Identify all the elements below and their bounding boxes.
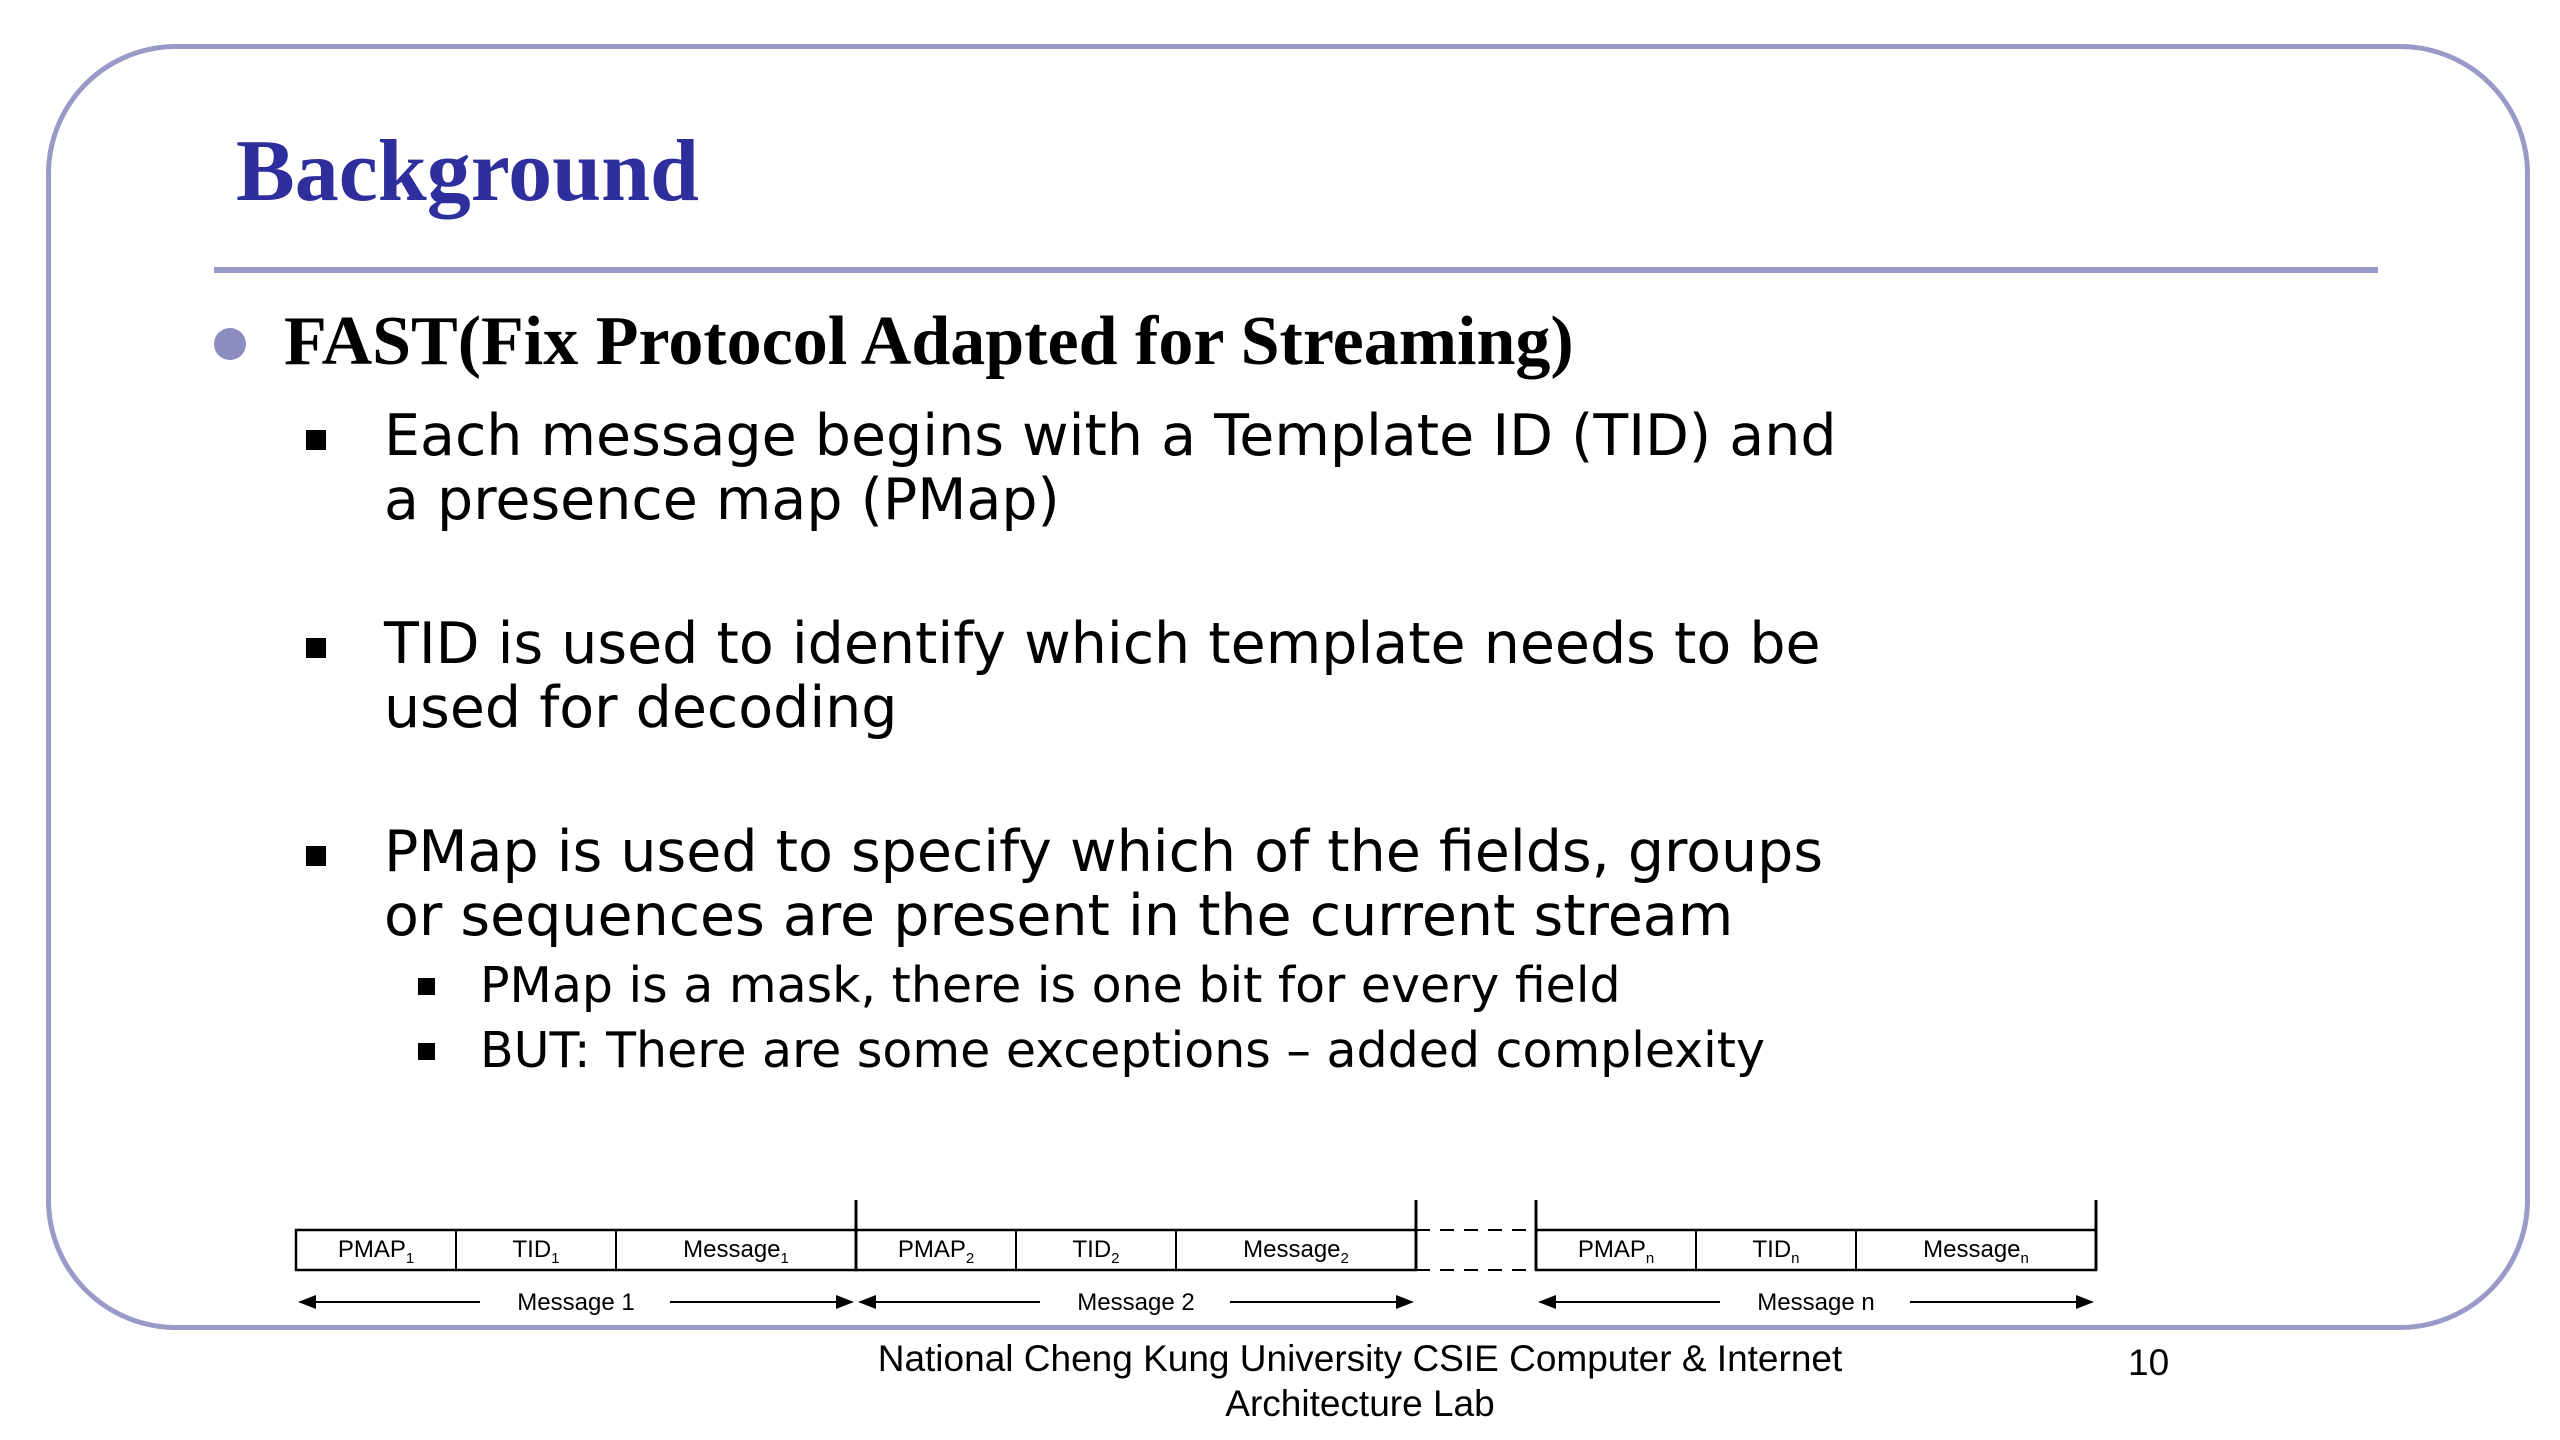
field-message-2: Message$_2$: [1243, 1236, 1349, 1267]
slide-title: Background: [236, 123, 699, 220]
bullet-pmap-usage: [384, 820, 2124, 948]
bullet-line: a presence map (PMap): [384, 467, 1060, 533]
footer-credit: [840, 1336, 1880, 1426]
footer-line: Architecture Lab: [1225, 1383, 1495, 1424]
sub-bullet-square-icon: [418, 1043, 435, 1060]
fast-heading: FAST(Fix Protocol Adapted for Streaming): [284, 303, 1574, 380]
bullet-line: used for decoding: [384, 675, 898, 741]
field-tid-2: $TID_2$: [1072, 1236, 1120, 1267]
field-message-n: Message$_n$: [1923, 1236, 2029, 1267]
field-pmap-2: $PMAP_2$: [897, 1236, 975, 1267]
sub-bullet-mask: PMap is a mask, there is one bit for every field: [480, 957, 1621, 1014]
bullet-line: or sequences are present in the current stream: [384, 883, 1734, 949]
bullet-square-icon: [306, 638, 326, 658]
field-tid-1: $TID_1$: [512, 1236, 560, 1267]
bullet-square-icon: [306, 846, 326, 866]
bullet-line: TID is used to identify which template needs to be: [384, 611, 1821, 677]
bullet-square-icon: [306, 430, 326, 450]
field-message-1: Message$_1$: [683, 1236, 789, 1267]
span-label-message-1: Message 1: [517, 1289, 635, 1316]
bullet-tid-pmap: [384, 404, 2124, 532]
title-divider: [214, 267, 2378, 273]
bullet-line: Each message begins with a Template ID (TID) and: [384, 403, 1837, 469]
heading-bullet-dot: [214, 328, 246, 360]
fast-stream-diagram: [280, 1190, 2110, 1340]
field-pmap-1: $PMAP_1$: [337, 1236, 415, 1267]
footer-line: National Cheng Kung University CSIE Computer & Internet: [877, 1338, 1843, 1379]
field-pmap-n: $PMAP_n$: [1577, 1236, 1655, 1267]
span-label-message-2: Message 2: [1077, 1289, 1195, 1316]
span-label-message-n: Message n: [1757, 1289, 1875, 1316]
bullet-tid-usage: [384, 612, 2124, 740]
sub-bullet-exceptions: BUT: There are some exceptions – added complexity: [480, 1022, 1766, 1079]
page-number: 10: [2128, 1342, 2170, 1383]
sub-bullet-square-icon: [418, 978, 435, 995]
field-tid-n: $TID_n$: [1752, 1236, 1800, 1267]
bullet-line: PMap is used to specify which of the fields, groups: [384, 819, 1824, 885]
